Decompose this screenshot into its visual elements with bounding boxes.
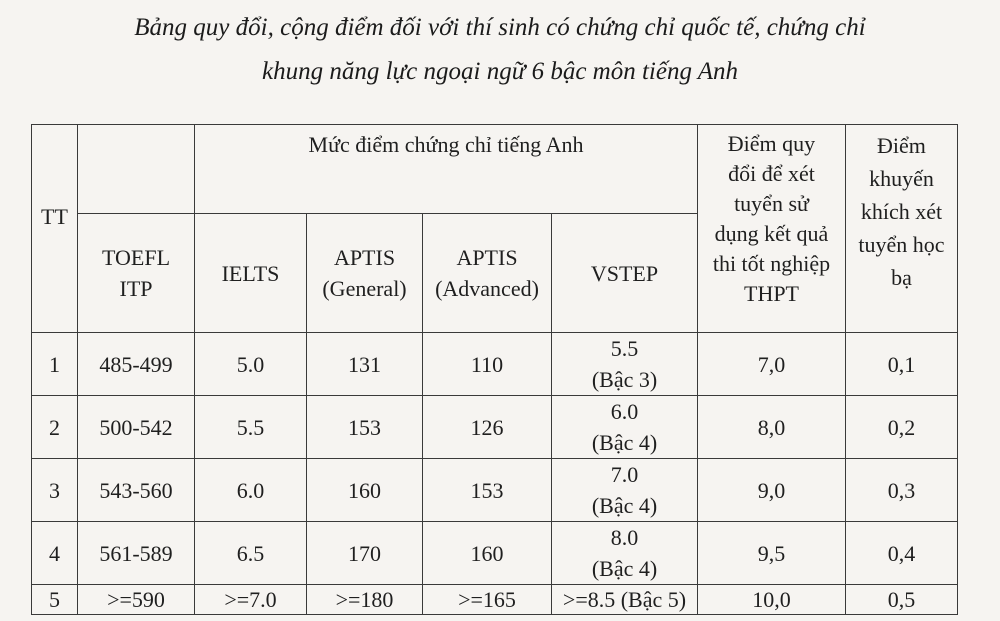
cell-quydoi: 9,0 xyxy=(698,459,846,522)
cell-ielts: 6.5 xyxy=(195,522,307,585)
cell-quydoi: 10,0 xyxy=(698,585,846,615)
cell-vstep-score: 5.5 xyxy=(610,336,639,361)
cell-tt: 5 xyxy=(32,585,78,615)
header-khuyenkhich-line: tuyển học xyxy=(858,232,945,257)
cell-ielts: >=7.0 xyxy=(195,585,307,615)
table-row xyxy=(32,333,958,396)
header-quydoi-line: đổi để xét xyxy=(728,161,815,186)
header-khuyenkhich-line: Điểm xyxy=(877,133,926,158)
cell-vstep-score: 6.0 xyxy=(610,399,639,424)
header-khuyenkhich-line: khích xét xyxy=(860,199,943,224)
title-line-1: Bảng quy đổi, cộng điểm đối với thí sinh có chứng chỉ quốc tế, chứng chỉ xyxy=(134,14,866,41)
header-aptis-general xyxy=(307,214,423,333)
cell-quydoi: 7,0 xyxy=(698,333,846,396)
header-toefl-text: TOEFL ITP xyxy=(101,245,171,301)
cell-aptis-advanced: 153 xyxy=(423,459,552,522)
table-row xyxy=(32,522,958,585)
cell-vstep xyxy=(552,459,698,522)
cell-vstep xyxy=(552,333,698,396)
header-aptis-advanced xyxy=(423,214,552,333)
cell-toefl: 561-589 xyxy=(78,522,195,585)
cell-vstep xyxy=(552,585,698,615)
cell-vstep-level: (Bậc 4) xyxy=(591,556,658,581)
header-quydoi-line: Điểm quy xyxy=(727,131,816,156)
cell-ielts: 6.0 xyxy=(195,459,307,522)
header-quydoi-line: thi tốt nghiệp xyxy=(712,251,831,276)
cell-tt: 2 xyxy=(32,396,78,459)
header-toefl xyxy=(78,214,195,333)
header-quydoi-line: THPT xyxy=(744,281,799,306)
header-vstep: VSTEP xyxy=(552,214,698,333)
cell-quydoi: 9,5 xyxy=(698,522,846,585)
cell-vstep-level: (Bậc 4) xyxy=(591,430,658,455)
cell-aptis-general: >=180 xyxy=(307,585,423,615)
cell-aptis-advanced: >=165 xyxy=(423,585,552,615)
cell-aptis-advanced: 110 xyxy=(423,333,552,396)
header-certificate-group: Mức điểm chứng chỉ tiếng Anh xyxy=(195,125,698,214)
cell-vstep-level: (Bậc 3) xyxy=(591,367,658,392)
header-aptis-general-line: APTIS xyxy=(333,245,396,270)
header-khuyenkhich-line: bạ xyxy=(891,265,912,290)
cell-aptis-general: 131 xyxy=(307,333,423,396)
title-line-2: khung năng lực ngoại ngữ 6 bậc môn tiếng Anh xyxy=(261,58,739,85)
cell-ielts: 5.5 xyxy=(195,396,307,459)
header-aptis-general-line: (General) xyxy=(322,276,407,301)
cell-vstep xyxy=(552,396,698,459)
cell-vstep-score: 7.0 xyxy=(610,462,639,487)
cell-toefl: 500-542 xyxy=(78,396,195,459)
header-quydoi-line: tuyển sử xyxy=(734,191,809,216)
table-row xyxy=(32,585,958,615)
cell-vstep-level: (Bậc 4) xyxy=(591,493,658,518)
conversion-table xyxy=(31,124,958,615)
cell-toefl: 543-560 xyxy=(78,459,195,522)
cell-khuyenkhich: 0,2 xyxy=(846,396,958,459)
header-khuyenkhich-line: khuyến xyxy=(869,166,934,191)
cell-vstep-score: >=8.5 (Bậc 5) xyxy=(562,586,687,612)
table-row xyxy=(32,396,958,459)
header-quydoi xyxy=(698,125,846,333)
header-tt: TT xyxy=(32,125,78,333)
table-row xyxy=(32,459,958,522)
cell-aptis-general: 160 xyxy=(307,459,423,522)
cell-quydoi: 8,0 xyxy=(698,396,846,459)
cell-toefl: 485-499 xyxy=(78,333,195,396)
header-aptis-advanced-line: APTIS xyxy=(456,245,518,270)
cell-tt: 4 xyxy=(32,522,78,585)
cell-aptis-advanced: 160 xyxy=(423,522,552,585)
cell-khuyenkhich: 0,1 xyxy=(846,333,958,396)
cell-tt: 1 xyxy=(32,333,78,396)
header-row-1 xyxy=(32,125,958,214)
cell-toefl: >=590 xyxy=(78,585,195,615)
header-blank xyxy=(78,125,195,214)
cell-aptis-advanced: 126 xyxy=(423,396,552,459)
cell-aptis-general: 170 xyxy=(307,522,423,585)
header-khuyenkhich xyxy=(846,125,958,333)
header-ielts: IELTS xyxy=(195,214,307,333)
cell-khuyenkhich: 0,4 xyxy=(846,522,958,585)
cell-tt: 3 xyxy=(32,459,78,522)
cell-ielts: 5.0 xyxy=(195,333,307,396)
cell-vstep xyxy=(552,522,698,585)
cell-aptis-general: 153 xyxy=(307,396,423,459)
document-title xyxy=(0,6,1000,94)
header-aptis-advanced-line: (Advanced) xyxy=(435,276,539,301)
cell-khuyenkhich: 0,3 xyxy=(846,459,958,522)
cell-vstep-score: 8.0 xyxy=(610,525,639,550)
header-quydoi-line: dụng kết quả xyxy=(714,221,829,246)
cell-khuyenkhich: 0,5 xyxy=(846,585,958,615)
